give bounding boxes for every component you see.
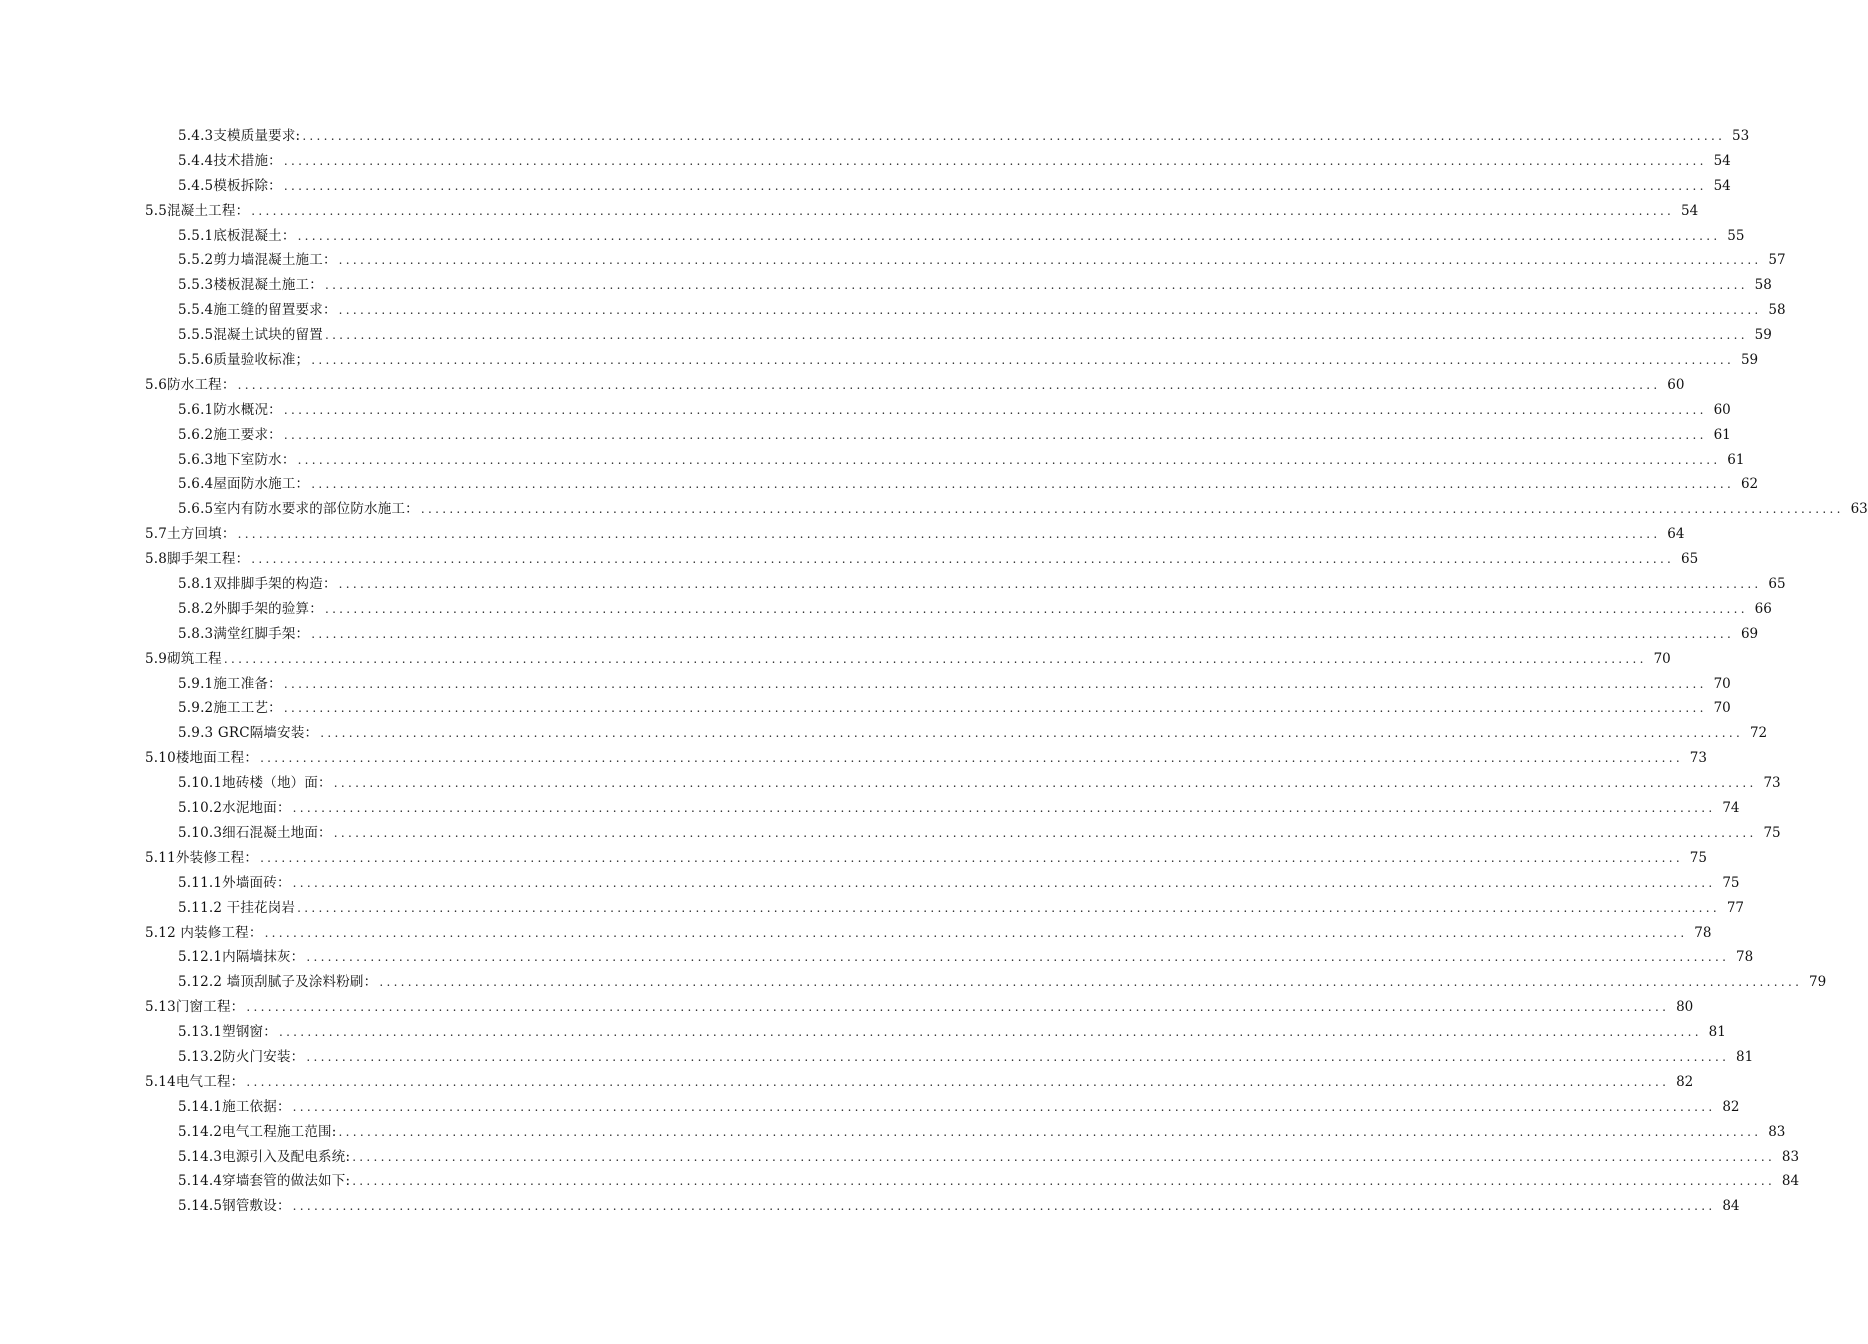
- dot-leader: ........................................................................................................................................................................................................: [302, 129, 1726, 143]
- toc-entry-title: 5.10楼地面工程：: [145, 750, 259, 767]
- toc-entry-page-number: 83: [1768, 1123, 1786, 1140]
- toc-entry-title: 5.14.2电气工程施工范围:: [178, 1123, 337, 1140]
- toc-entry[interactable]: [0, 572, 1786, 597]
- toc-entry[interactable]: [0, 597, 1772, 622]
- toc-entry-page-number: 75: [1689, 849, 1707, 866]
- toc-entry-page-number: 66: [1754, 600, 1772, 617]
- dot-leader: ........................................................................................................................................................................................................: [338, 303, 1762, 318]
- toc-entry-page-number: 84: [1722, 1198, 1740, 1215]
- dot-leader: ........................................................................................................................................................................................................: [311, 477, 1735, 492]
- toc-entry-title: 5.7土方回填：: [145, 526, 236, 543]
- toc-entry-page-number: 59: [1740, 352, 1759, 369]
- toc-entry-page-number: 59: [1754, 327, 1772, 344]
- toc-entry-page-number: 79: [1809, 974, 1827, 991]
- table-of-contents: [0, 124, 1868, 1219]
- dot-leader: ........................................................................................................................................................................................................: [283, 701, 1707, 716]
- toc-entry-title: 5.14电气工程：: [145, 1073, 245, 1090]
- dot-leader: ........................................................................................................................................................................................................: [283, 153, 1707, 168]
- toc-entry-title: 5.14.4穿墙套管的做法如下:: [178, 1173, 351, 1190]
- toc-entry-title: 5.9.2施工工艺：: [178, 700, 282, 717]
- toc-entry[interactable]: [0, 398, 1731, 423]
- dot-leader: ........................................................................................................................................................................................................: [292, 875, 1716, 890]
- dot-leader: ........................................................................................................................................................................................................: [237, 527, 1661, 542]
- toc-entry[interactable]: [0, 248, 1786, 273]
- toc-entry-page-number: 58: [1768, 302, 1786, 319]
- toc-entry-title: 5.4.3支模质量要求:: [178, 128, 301, 144]
- toc-entry-page-number: 65: [1768, 576, 1786, 593]
- toc-entry[interactable]: [0, 149, 1731, 174]
- toc-entry[interactable]: [0, 423, 1731, 448]
- toc-entry[interactable]: [0, 945, 1754, 970]
- dot-leader: ........................................................................................................................................................................................................: [306, 950, 1730, 965]
- toc-entry-page-number: 84: [1781, 1173, 1800, 1190]
- toc-entry[interactable]: [0, 921, 1712, 946]
- toc-entry-title: 5.6.2施工要求：: [178, 426, 282, 443]
- toc-entry-page-number: 54: [1680, 202, 1699, 219]
- dot-leader: ........................................................................................................................................................................................................: [292, 1199, 1716, 1214]
- toc-entry-title: 5.12 内装修工程：: [145, 924, 263, 941]
- toc-entry-page-number: 60: [1713, 401, 1731, 418]
- toc-entry-title: 5.11.1外墙面砖：: [178, 874, 291, 891]
- dot-leader: ........................................................................................................................................................................................................: [311, 353, 1735, 368]
- toc-entry-title: 5.14.1施工依据：: [178, 1098, 291, 1115]
- toc-entry[interactable]: [0, 1095, 1740, 1120]
- toc-entry-page-number: 69: [1740, 625, 1759, 642]
- toc-entry[interactable]: [0, 970, 1827, 995]
- toc-entry[interactable]: [0, 821, 1781, 846]
- toc-entry-title: 5.10.3细石混凝土地面：: [178, 824, 332, 841]
- toc-entry-page-number: 60: [1667, 376, 1685, 393]
- dot-leader: ........................................................................................................................................................................................................: [278, 1025, 1702, 1040]
- toc-entry[interactable]: [0, 746, 1707, 771]
- toc-entry-page-number: 74: [1722, 800, 1740, 817]
- toc-entry-page-number: 81: [1736, 1048, 1754, 1065]
- dot-leader: ........................................................................................................................................................................................................: [338, 1124, 1762, 1139]
- toc-entry[interactable]: [0, 1169, 1800, 1194]
- toc-entry-title: 5.13门窗工程：: [145, 999, 245, 1016]
- toc-entry-page-number: 58: [1754, 277, 1772, 294]
- dot-leader: ........................................................................................................................................................................................................: [324, 328, 1748, 343]
- toc-entry-title: 5.6.4屋面防水施工：: [178, 476, 310, 493]
- toc-entry-title: 5.9.3 GRC隔墙安装：: [178, 725, 319, 742]
- toc-entry-page-number: 57: [1768, 252, 1786, 269]
- toc-entry[interactable]: [0, 1145, 1800, 1170]
- toc-entry-page-number: 82: [1722, 1098, 1740, 1115]
- dot-leader: ........................................................................................................................................................................................................: [283, 178, 1707, 193]
- dot-leader: ........................................................................................................................................................................................................: [352, 1149, 1776, 1164]
- toc-entry-title: 5.6.3地下室防水：: [178, 451, 296, 468]
- toc-entry[interactable]: [0, 348, 1759, 373]
- toc-entry-page-number: 70: [1713, 675, 1731, 692]
- toc-entry-page-number: 80: [1676, 999, 1694, 1016]
- toc-entry[interactable]: [0, 497, 1868, 522]
- toc-entry[interactable]: [0, 1045, 1754, 1070]
- dot-leader: ........................................................................................................................................................................................................: [297, 228, 1721, 243]
- toc-entry[interactable]: [0, 273, 1772, 298]
- toc-entry-page-number: 78: [1736, 949, 1754, 966]
- dot-leader: ........................................................................................................................................................................................................: [338, 253, 1762, 268]
- toc-entry[interactable]: [0, 871, 1740, 896]
- toc-entry-page-number: 62: [1740, 476, 1759, 493]
- toc-entry-title: 5.12.2 墙顶刮腻子及涂料粉刷：: [178, 974, 378, 991]
- toc-entry[interactable]: [0, 771, 1781, 796]
- toc-entry-page-number: 70: [1713, 700, 1731, 717]
- toc-entry-title: 5.13.2防火门安装：: [178, 1048, 305, 1065]
- toc-entry-title: 5.9.1施工准备：: [178, 675, 282, 692]
- dot-leader: ........................................................................................................................................................................................................: [320, 726, 1744, 741]
- toc-entry[interactable]: [0, 448, 1745, 473]
- dot-leader: ........................................................................................................................................................................................................: [246, 1000, 1670, 1015]
- toc-entry-title: 5.12.1内隔墙抹灰：: [178, 949, 305, 966]
- toc-entry[interactable]: [0, 199, 1699, 224]
- toc-entry-title: 5.5混凝土工程：: [145, 202, 250, 219]
- toc-entry-title: 5.5.5混凝土试块的留置: [178, 327, 323, 344]
- toc-entry-title: 5.4.4技术措施：: [178, 152, 282, 169]
- toc-entry-title: 5.8.1双排脚手架的构造：: [178, 576, 337, 593]
- toc-entry[interactable]: [0, 1070, 1694, 1095]
- toc-entry[interactable]: [0, 796, 1740, 821]
- toc-entry-page-number: 55: [1727, 227, 1745, 244]
- dot-leader: ........................................................................................................................................................................................................: [333, 776, 1757, 791]
- toc-entry-page-number: 75: [1722, 874, 1740, 891]
- dot-leader: ........................................................................................................................................................................................................: [306, 1049, 1730, 1064]
- dot-leader: ........................................................................................................................................................................................................: [379, 975, 1803, 990]
- toc-entry[interactable]: [0, 1020, 1726, 1045]
- toc-entry-page-number: 70: [1653, 650, 1671, 667]
- dot-leader: ........................................................................................................................................................................................................: [246, 1074, 1670, 1089]
- toc-entry[interactable]: [0, 647, 1671, 672]
- toc-entry-title: 5.4.5模板拆除：: [178, 177, 282, 194]
- toc-entry[interactable]: [0, 124, 1750, 149]
- toc-entry-page-number: 54: [1713, 177, 1731, 194]
- toc-entry[interactable]: [0, 622, 1759, 647]
- dot-leader: ........................................................................................................................................................................................................: [260, 751, 1683, 766]
- toc-entry-title: 5.9砌筑工程: [145, 650, 222, 667]
- toc-entry-title: 5.11外装修工程：: [145, 849, 259, 866]
- toc-entry-title: 5.14.5钢管敷设：: [178, 1198, 291, 1215]
- toc-entry-title: 5.8.3满堂红脚手架：: [178, 625, 310, 642]
- dot-leader: ........................................................................................................................................................................................................: [311, 626, 1735, 641]
- toc-entry-title: 5.6防水工程：: [145, 376, 236, 393]
- toc-entry-title: 5.11.2 干挂花岗岩: [178, 899, 296, 916]
- toc-entry-title: 5.5.4施工缝的留置要求：: [178, 302, 337, 319]
- dot-leader: ........................................................................................................................................................................................................: [283, 676, 1707, 691]
- toc-entry[interactable]: [0, 224, 1745, 249]
- toc-entry[interactable]: [0, 672, 1731, 697]
- dot-leader: ........................................................................................................................................................................................................: [420, 502, 1844, 517]
- toc-entry[interactable]: [0, 323, 1772, 348]
- toc-entry[interactable]: [0, 995, 1694, 1020]
- dot-leader: ........................................................................................................................................................................................................: [352, 1174, 1776, 1189]
- toc-entry-page-number: 54: [1713, 152, 1731, 169]
- toc-entry[interactable]: [0, 373, 1685, 398]
- toc-entry-page-number: 83: [1781, 1148, 1800, 1165]
- toc-entry-page-number: 63: [1850, 501, 1868, 518]
- dot-leader: ........................................................................................................................................................................................................: [333, 825, 1757, 840]
- dot-leader: ........................................................................................................................................................................................................: [297, 900, 1721, 915]
- toc-entry-page-number: 77: [1726, 899, 1745, 916]
- toc-entry-title: 5.10.2水泥地面：: [178, 800, 291, 817]
- toc-entry-title: 5.5.1底板混凝土：: [178, 227, 296, 244]
- toc-entry-title: 5.10.1地砖楼（地）面：: [178, 775, 332, 792]
- dot-leader: ........................................................................................................................................................................................................: [251, 552, 1675, 567]
- dot-leader: ........................................................................................................................................................................................................: [237, 377, 1661, 392]
- dot-leader: ........................................................................................................................................................................................................: [338, 577, 1762, 592]
- toc-entry-page-number: 53: [1732, 128, 1750, 144]
- toc-entry-page-number: 73: [1763, 775, 1781, 792]
- toc-entry-title: 5.8.2外脚手架的验算：: [178, 600, 323, 617]
- dot-leader: ........................................................................................................................................................................................................: [251, 203, 1675, 218]
- toc-entry[interactable]: [0, 721, 1768, 746]
- toc-entry-title: 5.5.3楼板混凝土施工：: [178, 277, 323, 294]
- toc-entry-page-number: 64: [1667, 526, 1685, 543]
- dot-leader: ........................................................................................................................................................................................................: [283, 427, 1707, 442]
- dot-leader: ........................................................................................................................................................................................................: [283, 402, 1707, 417]
- toc-entry-title: 5.5.2剪力墙混凝土施工：: [178, 252, 337, 269]
- toc-entry[interactable]: [0, 174, 1731, 199]
- dot-leader: ........................................................................................................................................................................................................: [223, 651, 1647, 666]
- toc-entry-title: 5.6.5室内有防水要求的部位防水施工：: [178, 501, 419, 518]
- toc-entry-page-number: 73: [1689, 750, 1707, 767]
- toc-entry-title: 5.13.1塑钢窗：: [178, 1024, 277, 1041]
- dot-leader: ........................................................................................................................................................................................................: [324, 278, 1748, 293]
- toc-entry[interactable]: [0, 472, 1759, 497]
- toc-entry-title: 5.6.1防水概况：: [178, 401, 282, 418]
- toc-entry[interactable]: [0, 1194, 1740, 1219]
- dot-leader: ........................................................................................................................................................................................................: [260, 850, 1683, 865]
- toc-entry-title: 5.14.3电源引入及配电系统:: [178, 1148, 351, 1165]
- toc-entry-page-number: 82: [1676, 1073, 1694, 1090]
- toc-entry-title: 5.5.6质量验收标准；: [178, 352, 310, 369]
- toc-entry[interactable]: [0, 298, 1786, 323]
- dot-leader: ........................................................................................................................................................................................................: [292, 801, 1716, 816]
- toc-entry-page-number: 72: [1749, 725, 1768, 742]
- toc-entry-page-number: 65: [1680, 551, 1699, 568]
- dot-leader: ........................................................................................................................................................................................................: [264, 925, 1688, 940]
- toc-entry-page-number: 61: [1713, 426, 1731, 443]
- toc-entry-page-number: 78: [1694, 924, 1712, 941]
- toc-entry[interactable]: [0, 696, 1731, 721]
- toc-entry[interactable]: [0, 1120, 1786, 1145]
- toc-entry-page-number: 61: [1727, 451, 1745, 468]
- toc-entry[interactable]: [0, 522, 1685, 547]
- toc-entry-title: 5.8脚手架工程：: [145, 551, 250, 568]
- toc-entry[interactable]: [0, 547, 1699, 572]
- dot-leader: ........................................................................................................................................................................................................: [324, 601, 1748, 616]
- toc-entry[interactable]: [0, 896, 1745, 921]
- toc-entry-page-number: 75: [1763, 824, 1781, 841]
- toc-entry-page-number: 81: [1708, 1024, 1726, 1041]
- dot-leader: ........................................................................................................................................................................................................: [292, 1099, 1716, 1114]
- dot-leader: ........................................................................................................................................................................................................: [297, 452, 1721, 467]
- toc-entry[interactable]: [0, 846, 1707, 871]
